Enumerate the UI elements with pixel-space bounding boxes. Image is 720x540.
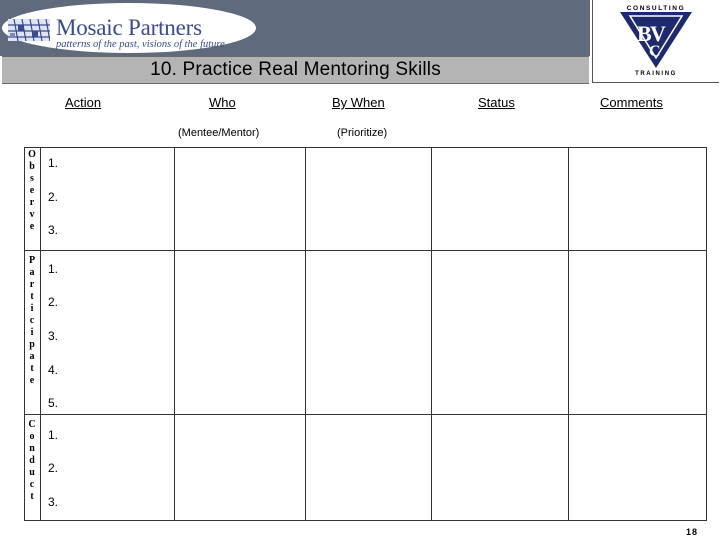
column-header-comments: Comments [600,95,663,110]
column-divider-who [305,147,306,521]
title-bar [2,56,589,84]
bvc-consulting-text: CONSULTING [626,5,686,12]
row-number: 1. [48,428,59,442]
row-number: 1. [48,262,59,276]
column-divider-status [568,147,569,521]
column-divider-action [174,147,175,521]
column-header-by-when: By When [332,95,385,110]
column-header-who: Who [209,95,236,110]
section-label-divider [40,147,41,521]
row-number: 3. [48,495,59,509]
bvc-logo-box [592,0,719,83]
column-subheader-by-when: (Prioritize) [337,127,388,139]
column-divider-by-when [431,147,432,521]
row-number: 4. [48,363,59,377]
logo-tagline: patterns of the past, visions of the future [56,39,225,50]
row-number: 1. [48,156,59,170]
section-label-observe: O b s e r v e [28,149,36,232]
logo-name: Mosaic Partners [56,15,202,40]
row-number: 2. [48,295,59,309]
column-header-action: Action [65,95,102,110]
bvc-training-text: TRAINING [635,71,677,77]
bvc-logo [620,12,692,68]
mosaic-partners-logo [2,3,256,53]
row-number: 3. [48,223,59,237]
column-header-status: Status [478,95,515,110]
row-number: 5. [48,396,59,410]
section-label-conduct: C o n d u c t [28,419,36,502]
svg-text:V: V [650,21,666,46]
svg-text:B: B [637,21,652,46]
section-divider [24,414,707,415]
page-number: 18 [686,527,699,537]
svg-text:C: C [649,43,661,60]
section-divider [24,250,707,251]
row-number: 2. [48,190,59,204]
table-frame [24,147,707,521]
section-label-participate: P a r t i c i p a t e [28,255,36,386]
row-number: 2. [48,461,59,475]
mosaic-mark-icon [8,19,50,41]
column-subheader-who: (Mentee/Mentor) [178,127,260,139]
page-title: 10. Practice Real Mentoring Skills [150,59,441,80]
action-plan-table [24,147,707,521]
row-number: 3. [48,329,59,343]
